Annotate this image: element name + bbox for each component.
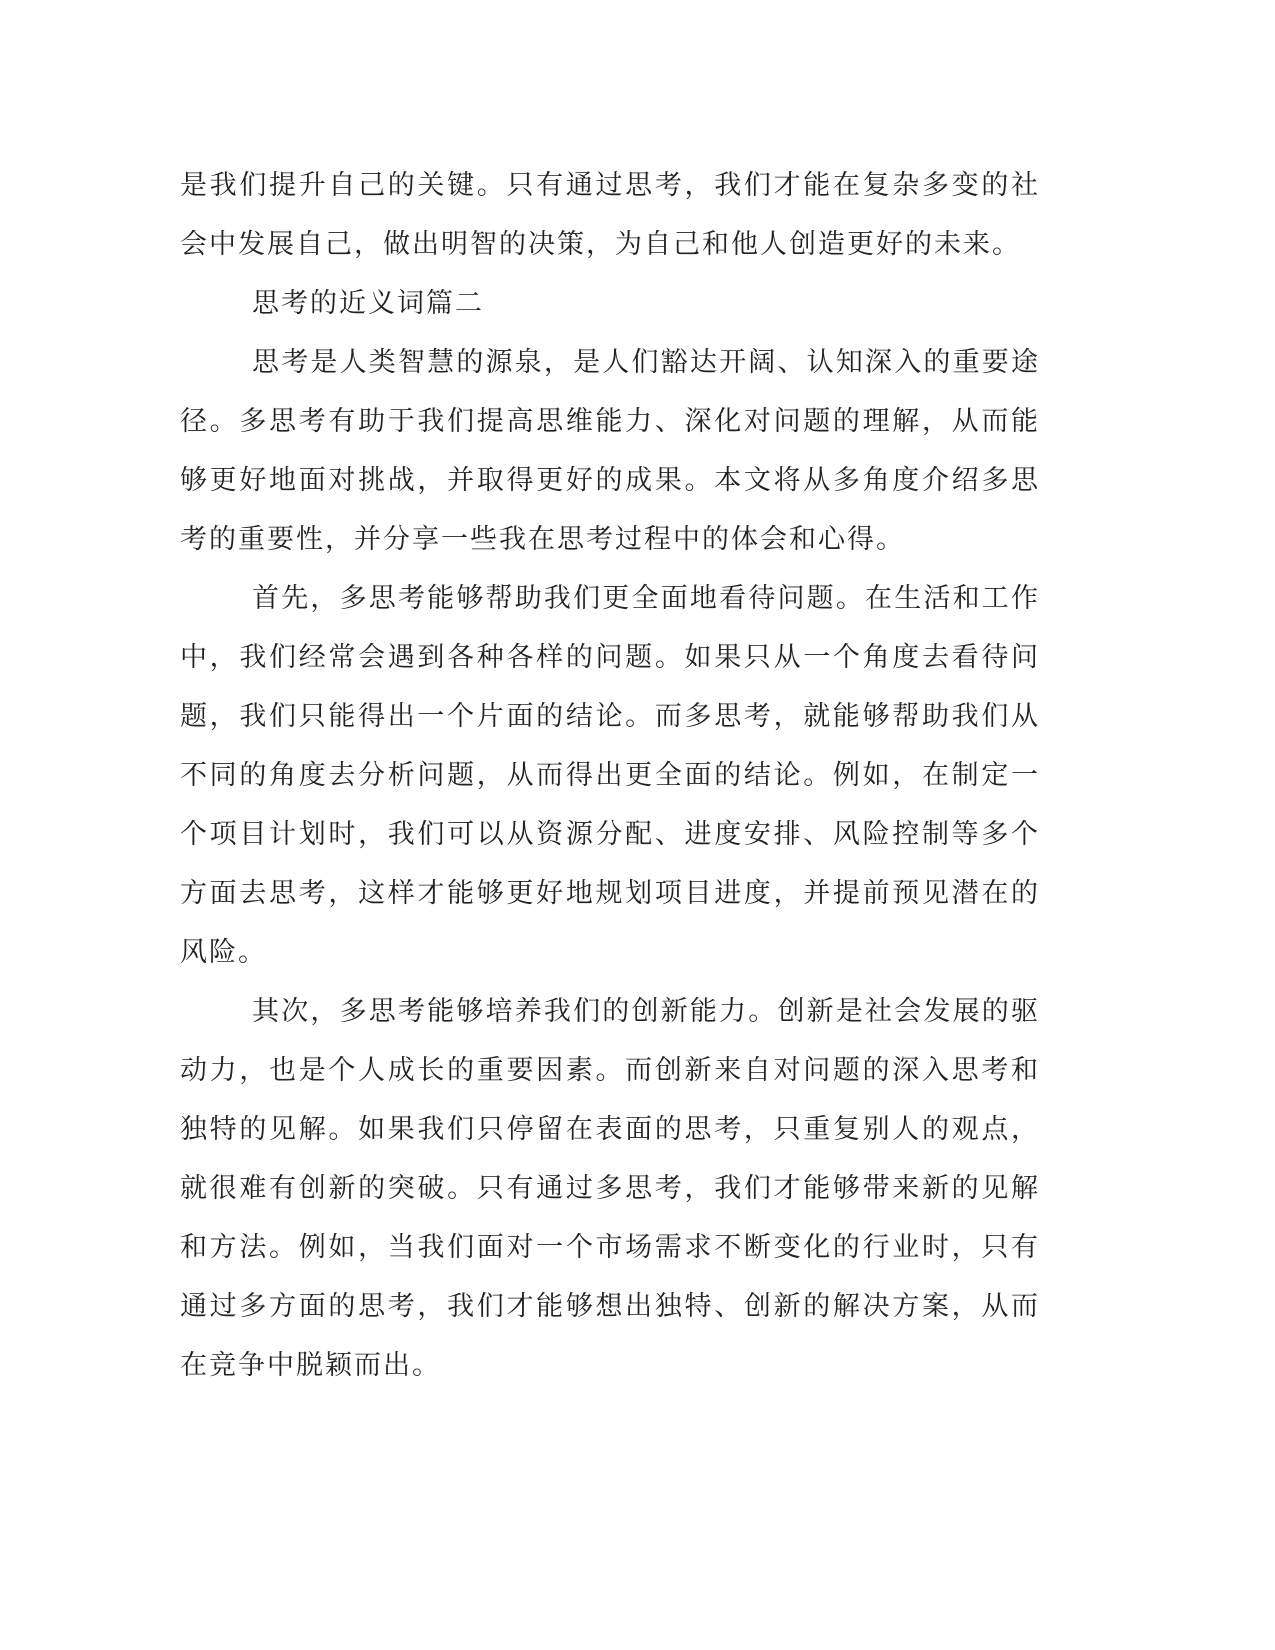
paragraph-continuation: 是我们提升自己的关键。只有通过思考，我们才能在复杂多变的社会中发展自己，做出明智的决策，为自己和他人创造更好的未来。 [180,170,1040,260]
document-body [180,156,1040,1395]
paragraph-intro: 思考是人类智慧的源泉，是人们豁达开阔、认知深入的重要途径。多思考有助于我们提高思维能力、深化对问题的理解，从而能够更好地面对挑战，并取得更好的成果。本文将从多角度介绍多思考的重要性，并分享一些我在思考过程中的体会和心得。 [180,347,1040,555]
paragraph-second-point: 其次，多思考能够培养我们的创新能力。创新是社会发展的驱动力，也是个人成长的重要因素。而创新来自对问题的深入思考和独特的见解。如果我们只停留在表面的思考，只重复别人的观点，就很难有创新的突破。只有通过多思考，我们才能够带来新的见解和方法。例如，当我们面对一个市场需求不断变化的行业时，只有通过多方面的思考，我们才能够想出独特、创新的解决方案，从而在竞争中脱颖而出。 [180,996,1040,1381]
paragraph-first-point: 首先，多思考能够帮助我们更全面地看待问题。在生活和工作中，我们经常会遇到各种各样的问题。如果只从一个角度去看待问题，我们只能得出一个片面的结论。而多思考，就能够帮助我们从不同的角度去分析问题，从而得出更全面的结论。例如，在制定一个项目计划时，我们可以从资源分配、进度安排、风险控制等多个方面去思考，这样才能够更好地规划项目进度，并提前预见潜在的风险。 [180,583,1040,968]
section-heading: 思考的近义词篇二 [252,288,484,319]
